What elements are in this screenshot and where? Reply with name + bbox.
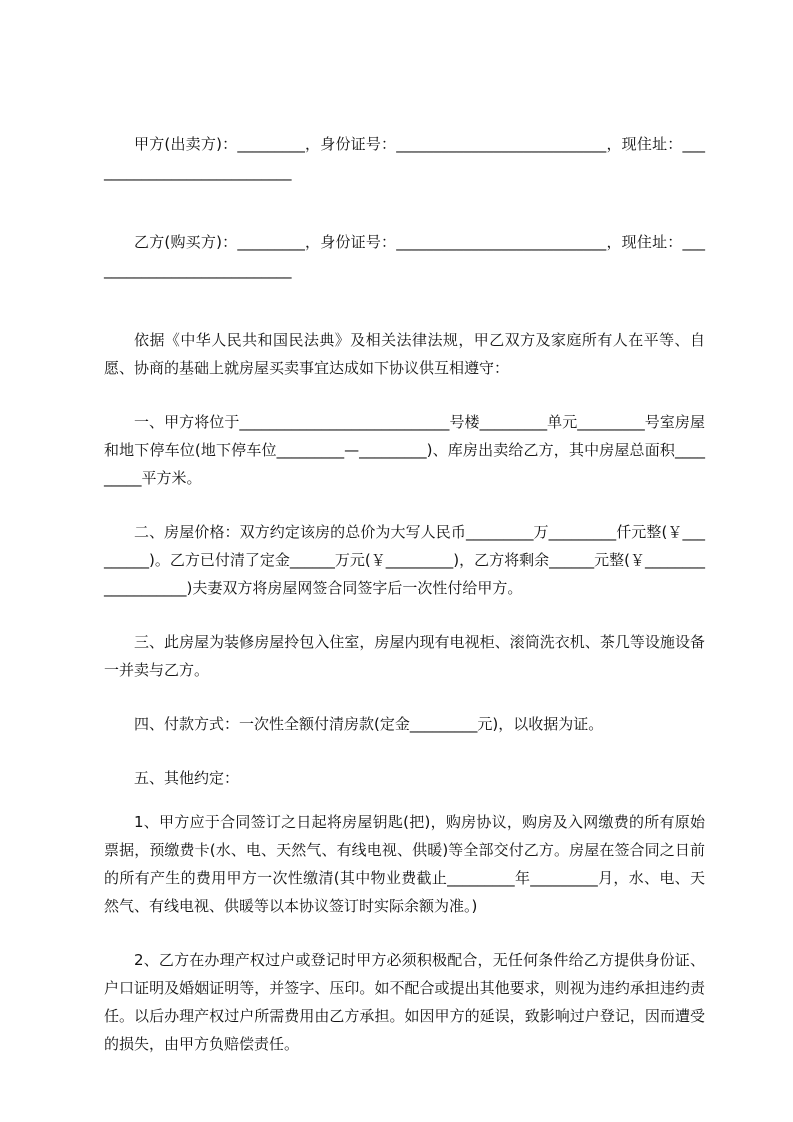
clause-2: 二、房屋价格：双方约定该房的总价为大写人民币_________万_________仟元整(￥_________)。乙方已付清了定金______万元(￥_________)，乙方将剩余______元整(￥___________________)夫妻双方将房屋网签合同签字后一次性付给甲方。 bbox=[104, 523, 705, 597]
clause-3: 三、此房屋为装修房屋拎包入住室，房屋内现有电视柜、滚筒洗衣机、茶几等设施设备一并卖与乙方。 bbox=[104, 633, 705, 679]
party-a-line: 甲方(出卖方)：_________，身份证号：____________________________，现住址：____________________________ bbox=[104, 135, 705, 181]
clause-1: 一、甲方将位于____________________________号楼_________单元_________号室房屋和地下停车位(地下停车位_________—_________)、库房出卖给乙方，其中房屋总面积_________平方米。 bbox=[104, 413, 705, 487]
clause-4: 四、付款方式：一次性全额付清房款(定金_________元)，以收据为证。 bbox=[134, 715, 604, 733]
clause-5-2: 2、乙方在办理产权过户或登记时甲方必须积极配合，无任何条件给乙方提供身份证、户口证明及婚姻证明等，并签字、压印。如不配合或提出其他要求，则视为违约承担违约责任。以后办理产权过户所需费用由乙方承担。如因甲方的延误，致影响过户登记，因而遭受的损失，由甲方负赔偿责任。 bbox=[104, 951, 705, 1053]
preamble: 依据《中华人民共和国民法典》及相关法律法规，甲乙双方及家庭所有人在平等、自愿、协商的基础上就房屋买卖事宜达成如下协议供互相遵守： bbox=[104, 331, 705, 377]
clause-5-1: 1、甲方应于合同签订之日起将房屋钥匙(把)，购房协议，购房及入网缴费的所有原始票据，预缴费卡(水、电、天然气、有线电视、供暖)等全部交付乙方。房屋在签合同之日前的所有产生的费用甲方一次性缴清(其中物业费截止_________年_________月，水、电、天然气、有线电视、供暖等以本协议签订时实际余额为准。) bbox=[104, 813, 705, 915]
clause-5-heading: 五、其他约定： bbox=[134, 769, 240, 787]
party-b-line: 乙方(购买方)：_________，身份证号：____________________________，现住址：____________________________ bbox=[104, 233, 705, 279]
